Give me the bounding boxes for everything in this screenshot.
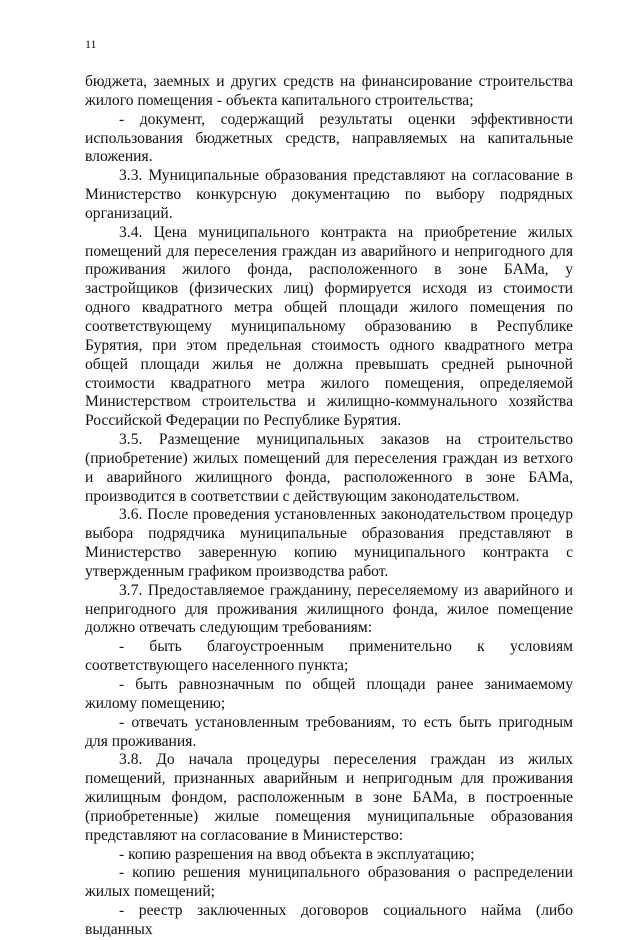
submission-distribution-decision: - копию решения муниципального образования о распределении жилых помещений; [85, 864, 573, 901]
paragraph-efficiency-document: - документ, содержащий результаты оценки эффективности использования бюджетных средств, направляемых на капитальные вложения. [85, 110, 573, 166]
paragraph-3-3: 3.3. Муниципальные образования представляют на согласование в Министерство конкурсную документацию по выбору подрядных организаций. [85, 167, 573, 222]
paragraph-3-6: 3.6. После проведения установленных законодательством процедур выбора подрядчика муниципальные образования представляют в Министерство заверенную копию муниципального контракта с утвержденным графиком производства работ. [85, 506, 573, 580]
paragraph-3-4: 3.4. Цена муниципального контракта на приобретение жилых помещений для переселения граждан из аварийного и непригодного для проживания жилого фонда, расположенного в зоне БАМа, у застройщиков (физических лиц) формируется исходя из стоимости одного квадратного метра общей площади жилого помещения по соответствующему муниципальному образованию в Республике Бурятия, при этом предельная стоимость одного квадратного метра общей площади жилья не должна превышать средней рыночной стоимости квадратного метра жилого помещения, определяемой Министерством строительства и жилищно-коммунального хозяйства Российской Федерации по Республике Бурятия. [85, 223, 573, 430]
requirement-equal-area: - быть равнозначным по общей площади ранее занимаемому жилому помещению; [85, 676, 573, 712]
document-body [85, 73, 573, 940]
paragraph-3-5: 3.5. Размещение муниципальных заказов на строительство (приобретение) жилых помещений для переселения граждан из ветхого и аварийного жилищного фонда, расположенного в зоне БАМа, производится в соответствии с действующим законодательством. [85, 431, 573, 505]
submission-commissioning-permit: - копию разрешения на ввод объекта в эксплуатацию; [119, 845, 475, 863]
page-number: 11 [85, 37, 97, 51]
paragraph-budget-funds: бюджета, заемных и других средств на финансирование строительства жилого помещения - объекта капитального строительства; [85, 73, 573, 109]
requirement-well-equipped: - быть благоустроенным применительно к условиям соответствующего населенного пункта; [85, 638, 573, 675]
paragraph-3-8: 3.8. До начала процедуры переселения граждан из жилых помещений, признанных аварийным и непригодным для проживания жилищным фондом, расположенным в зоне БАМа, в построенные (приобретенные) жилые помещения муниципальные образования представляют на согласование в Министерство: [85, 751, 573, 844]
submission-lease-register: - реестр заключенных договоров социального найма (либо выданных [85, 902, 573, 938]
paragraph-3-7: 3.7. Предоставляемое гражданину, переселяемому из аварийного и непригодного для проживания жилищного фонда, жилое помещение должно отвечать следующим требованиям: [85, 581, 573, 637]
requirement-habitable: - отвечать установленным требованиям, то есть быть пригодным для проживания. [85, 713, 573, 750]
